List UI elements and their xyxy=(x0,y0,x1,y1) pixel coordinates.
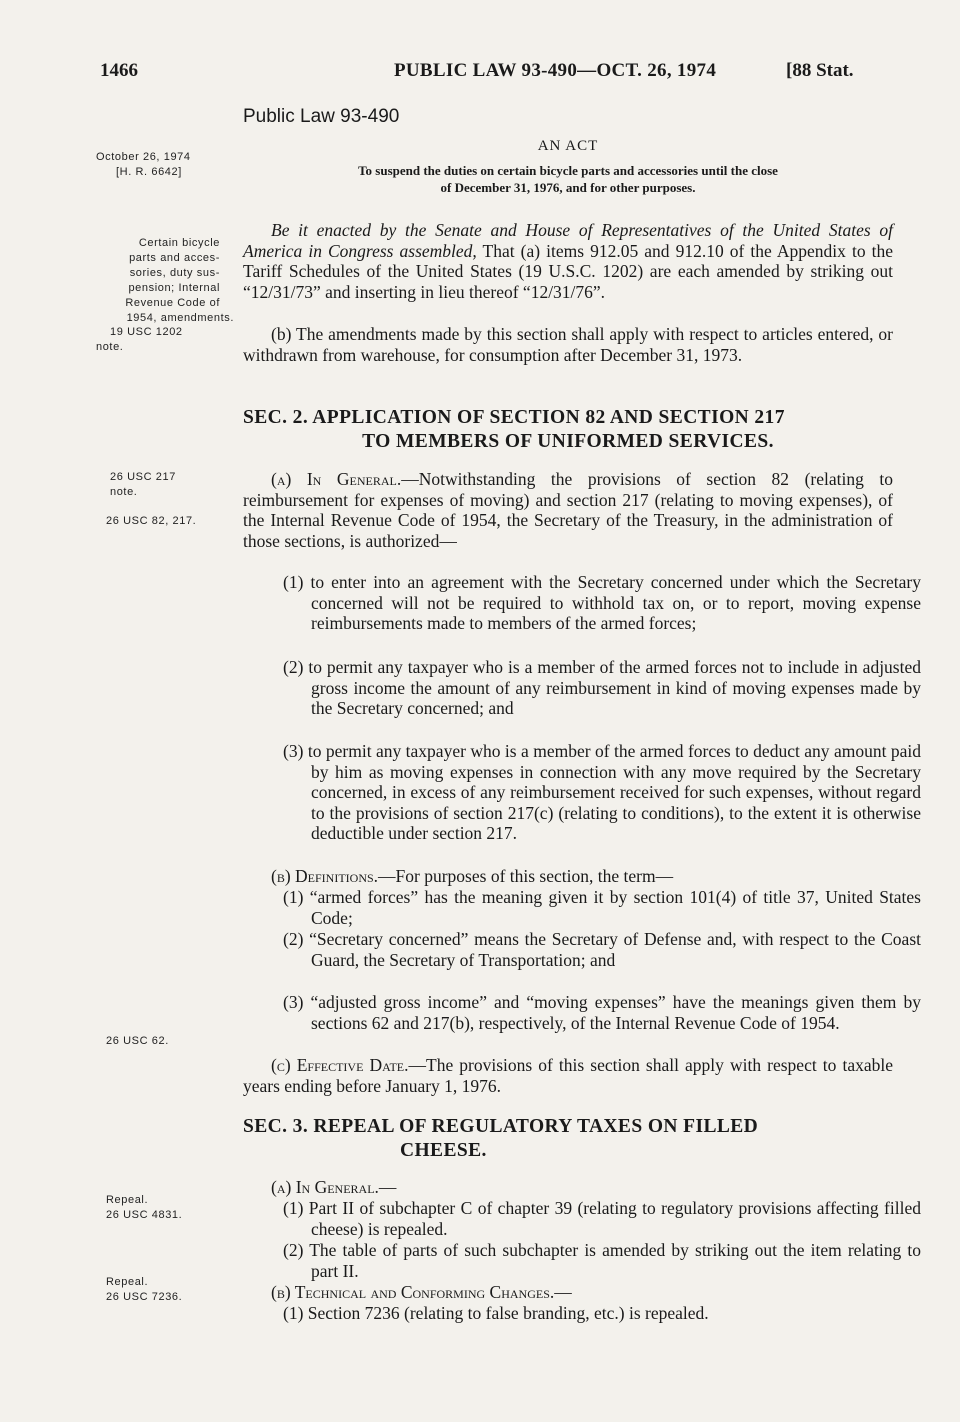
section2-heading xyxy=(243,406,893,454)
margin-line: 1954, amendments. xyxy=(126,312,234,324)
section2-subsection-b xyxy=(243,866,893,887)
heading-line: SEC. 2. APPLICATION OF SECTION 82 AND SECTION 217 xyxy=(243,407,785,428)
subsection-dash: — xyxy=(554,1282,572,1302)
margin-line: sories, duty sus- xyxy=(129,267,220,279)
section2-a1: (1) to enter into an agreement with the Secretary concerned under which the Secretary concerned will not be required to withhold tax on, or to report, moving expense reimbursements made to members of the armed forces; xyxy=(283,572,921,634)
purpose-line: To suspend the duties on certain bicycle parts and accessories until the close xyxy=(358,163,778,178)
margin-note-repeal-7236 xyxy=(96,1275,248,1305)
margin-line: Revenue Code of xyxy=(125,297,220,309)
margin-note-repeal-4831 xyxy=(96,1193,248,1223)
an-act-label: AN ACT xyxy=(537,138,599,154)
margin-line: 26 USC 217 xyxy=(110,471,176,483)
subsection-label: (b) Definitions. xyxy=(271,866,379,886)
heading-line: SEC. 3. REPEAL OF REGULATORY TAXES ON FILLED xyxy=(243,1116,759,1137)
margin-line: note. xyxy=(96,341,124,353)
section2-b1: (1) “armed forces” has the meaning given it by section 101(4) of title 37, United States Code; xyxy=(283,887,921,928)
margin-line: pension; Internal xyxy=(128,282,220,294)
margin-line: Repeal. xyxy=(106,1194,149,1206)
subsection-label: (b) Technical and Conforming Changes. xyxy=(271,1282,555,1302)
section2-b2: (2) “Secretary concerned” means the Secretary of Defense and, with respect to the Coast Guard, the Secretary of Transportation; and xyxy=(283,929,921,970)
purpose-line: of December 31, 1976, and for other purposes. xyxy=(440,180,696,195)
section3-b1: (1) Section 7236 (relating to false branding, etc.) is repealed. xyxy=(283,1303,709,1323)
subsection-text: —Notwithstanding the provisions of section 82 (relating to reimbursement for expenses of moving) and section 217 (relating to moving expenses), of the Internal Revenue Code of 1954, the Secretary of the Treasury, in the administration of those sections, is authorized— xyxy=(243,469,893,551)
margin-note-bicycle xyxy=(96,236,234,326)
margin-line: 26 USC 7236. xyxy=(106,1291,183,1303)
margin-note-26usc82: 26 USC 82, 217. xyxy=(106,515,197,527)
section2-b3: (3) “adjusted gross income” and “moving expenses” have the meanings given them by sections 62 and 217(b), respectively, of the Internal Revenue Code of 1954. xyxy=(283,992,921,1033)
law-title: Public Law 93-490 xyxy=(243,106,400,127)
section3-heading xyxy=(243,1115,893,1163)
enacting-clause-text: That (a) items 912.05 and 912.10 of the Appendix to the Tariff Schedules of the United States (19 U.S.C. 1202) are each amended by striking out “12/31/73” and inserting in lieu thereof “12/31/76”. xyxy=(243,240,893,302)
heading-line: TO MEMBERS OF UNIFORMED SERVICES. xyxy=(362,431,774,452)
subsection-text: —The provisions of this section shall apply with respect to taxable years ending before January 1, 1976. xyxy=(243,1055,893,1096)
heading-line: CHEESE. xyxy=(400,1140,487,1161)
subsection-label: (a) In General. xyxy=(271,469,402,489)
margin-note-26usc62: 26 USC 62. xyxy=(106,1035,169,1047)
subsection-label: (a) In General. xyxy=(271,1177,379,1197)
margin-note-19usc1202 xyxy=(96,325,238,355)
paragraph: (b) The amendments made by this section shall apply with respect to articles entered, or withdrawn from warehouse, for consumption after December 31, 1973. xyxy=(243,324,893,365)
section3-subsection-b xyxy=(243,1282,893,1303)
subsection-text: —For purposes of this section, the term— xyxy=(378,866,674,886)
section3-a1: (1) Part II of subchapter C of chapter 39 (relating to regulatory provisions affecting filled cheese) is repealed. xyxy=(283,1198,921,1239)
page-number: 1466 xyxy=(100,60,138,81)
margin-line: note. xyxy=(110,486,138,498)
margin-line: 26 USC 4831. xyxy=(106,1209,183,1221)
volume-reference: [88 Stat. xyxy=(786,60,854,81)
enacting-clause-italic: Be it enacted by the Senate and House of Representatives of the United States of America in Congress assembled, xyxy=(243,220,893,261)
margin-line: 19 USC 1202 xyxy=(110,326,183,338)
margin-line: Repeal. xyxy=(106,1276,149,1288)
margin-line: Certain bicycle xyxy=(138,237,220,249)
subsection-label: (c) Effective Date. xyxy=(271,1055,409,1075)
section3-a2: (2) The table of parts of such subchapter is amended by striking out the item relating to part II. xyxy=(283,1240,921,1281)
margin-line: parts and acces- xyxy=(129,252,220,264)
section2-a2: (2) to permit any taxpayer who is a member of the armed forces not to include in adjusted gross income the amount of any reimbursement in kind of moving expenses made by the Secretary concerned; and xyxy=(283,657,921,719)
section2-subsection-a xyxy=(243,469,893,551)
section2-a3: (3) to permit any taxpayer who is a member of the armed forces to deduct any amount paid by him as moving expenses in connection with any move required by the Secretary concerned, in excess of any reimbursement received for such expenses, without regard to the provisions of section 217(c) (relating to conditions), to the extent it is otherwise deductible under section 217. xyxy=(283,741,921,844)
section1-subsection-b xyxy=(243,324,893,365)
margin-bill: [H. R. 6642] xyxy=(116,166,182,178)
running-title: PUBLIC LAW 93-490—OCT. 26, 1974 xyxy=(394,60,717,81)
margin-note-26usc217 xyxy=(96,470,238,500)
margin-note-date xyxy=(96,150,238,180)
subsection-dash: — xyxy=(378,1177,397,1197)
act-purpose xyxy=(243,162,893,196)
section3-subsection-a xyxy=(243,1177,893,1198)
margin-date: October 26, 1974 xyxy=(96,151,191,163)
enacting-clause xyxy=(243,220,893,302)
section2-subsection-c xyxy=(243,1055,893,1096)
